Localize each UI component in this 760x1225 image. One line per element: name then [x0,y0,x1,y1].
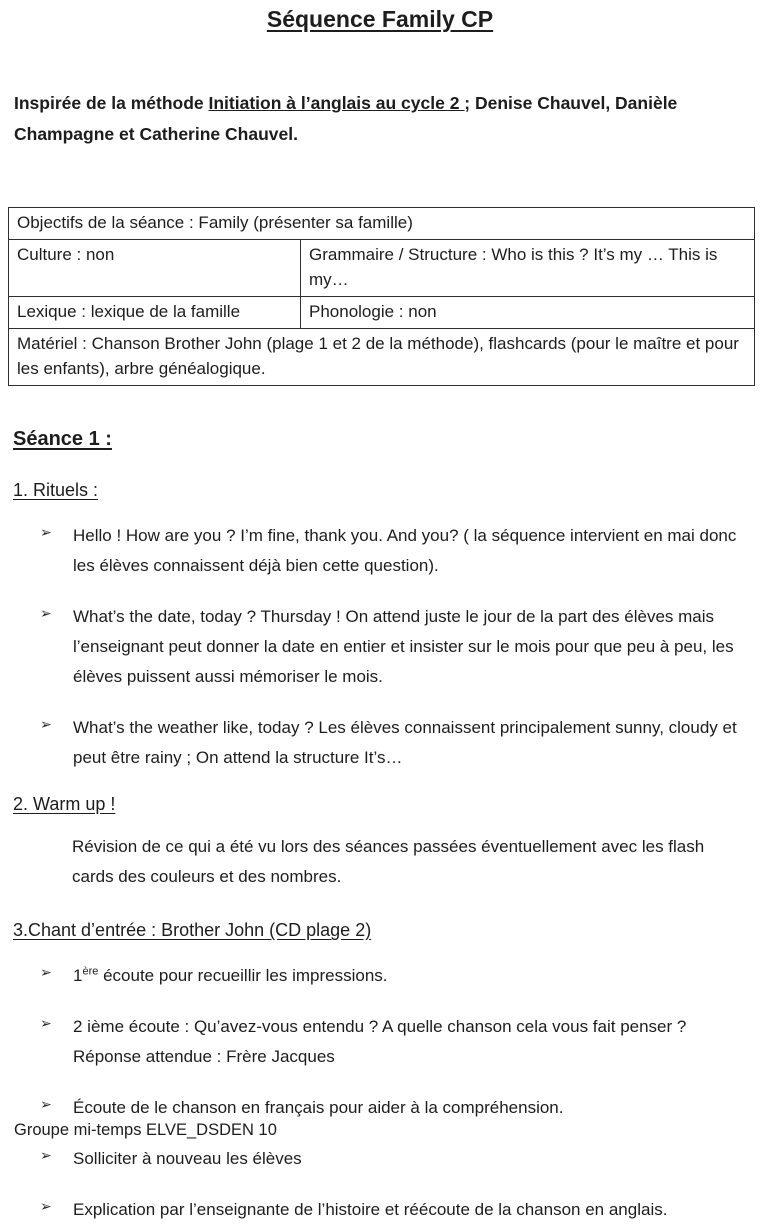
bullet-text: Écoute de le chanson en français pour aider à la compréhension. [73,1098,564,1117]
list-item [40,602,738,692]
warmup-paragraph: Révision de ce qui a été vu lors des séances passées éventuellement avec les flash cards des couleurs et des nombres. [72,837,705,886]
document-page [0,6,760,1219]
footer-text: Groupe mi-temps ELVE_DSDEN 10 [14,1121,277,1139]
arrow-bullet-icon: ➢ [40,1198,52,1214]
bullet-text [73,961,738,991]
arrow-bullet-icon: ➢ [40,524,52,540]
seance1-heading: Séance 1 : [13,428,112,450]
seance-info-table [8,207,755,386]
rituels-bullet-list [0,521,760,773]
materiel-cell: Matériel : Chanson Brother John (plage 1 et 2 de la méthode), flashcards (pour le maître et pour les enfants), arbre généalogique. [9,329,755,386]
arrow-bullet-icon: ➢ [40,605,52,621]
grammaire-cell: Grammaire / Structure : Who is this ? It’s my … This is my… [301,240,755,297]
arrow-bullet-icon: ➢ [40,716,52,732]
bullet-text: 2 ième écoute : Qu’avez-vous entendu ? A quelle chanson cela vous fait penser ? Réponse attendue : Frère Jacques [73,1017,687,1066]
intro-method-title: Initiation à l’anglais au cycle 2 ; [208,93,471,113]
arrow-bullet-icon: ➢ [40,964,52,980]
intro-prefix: Inspirée de la méthode [14,93,209,113]
bullet-text: Solliciter à nouveau les élèves [73,1149,302,1168]
ordinal-number: 1 [73,966,83,985]
table-row [9,297,755,329]
page-title: Séquence Family CP [266,6,494,32]
culture-cell: Culture : non [9,240,301,297]
phonologie-cell: Phonologie : non [301,297,755,329]
bullet-text: What’s the date, today ? Thursday ! On attend juste le jour de la part des élèves mais l’enseignant peut donner la date en entier et insister sur le mois pour que peu à peu, les élèves puissent aussi mémoriser le mois. [73,607,734,686]
rituels-heading: 1. Rituels : [13,480,99,500]
chant-bullet-list [0,961,760,1225]
list-item [40,961,738,991]
bullet-text: Explication par l’enseignante de l’histoire et réécoute de la chanson en anglais. [73,1200,668,1219]
list-item [40,1195,738,1225]
bullet-rest: écoute pour recueillir les impressions. [98,966,388,985]
list-item [40,713,738,773]
list-item [40,521,738,581]
table-row [9,208,755,240]
lexique-cell: Lexique : lexique de la famille [9,297,301,329]
bullet-text: What’s the weather like, today ? Les élèves connaissent principalement sunny, cloudy et peut être rainy ; On attend la structure It’s… [73,718,737,767]
table-row [9,329,755,386]
warmup-heading: 2. Warm up ! [13,794,116,814]
chant-heading: 3.Chant d’entrée : Brother John (CD plage 2) [13,920,372,940]
intro-authors: Denise Chauvel, Danièle Champagne et Catherine Chauvel. [14,93,678,144]
arrow-bullet-icon: ➢ [40,1015,52,1031]
list-item [40,1012,738,1072]
list-item [40,1093,738,1123]
arrow-bullet-icon: ➢ [40,1096,52,1112]
bullet-text: Hello ! How are you ? I’m fine, thank you. And you? ( la séquence intervient en mai donc les élèves connaissent déjà bien cette question). [73,526,737,575]
table-row [9,240,755,297]
list-item [40,1144,738,1174]
intro-paragraph [14,88,742,150]
arrow-bullet-icon: ➢ [40,1147,52,1163]
ordinal-suffix: ère [82,965,99,978]
objectifs-cell: Objectifs de la séance : Family (présenter sa famille) [9,208,755,240]
